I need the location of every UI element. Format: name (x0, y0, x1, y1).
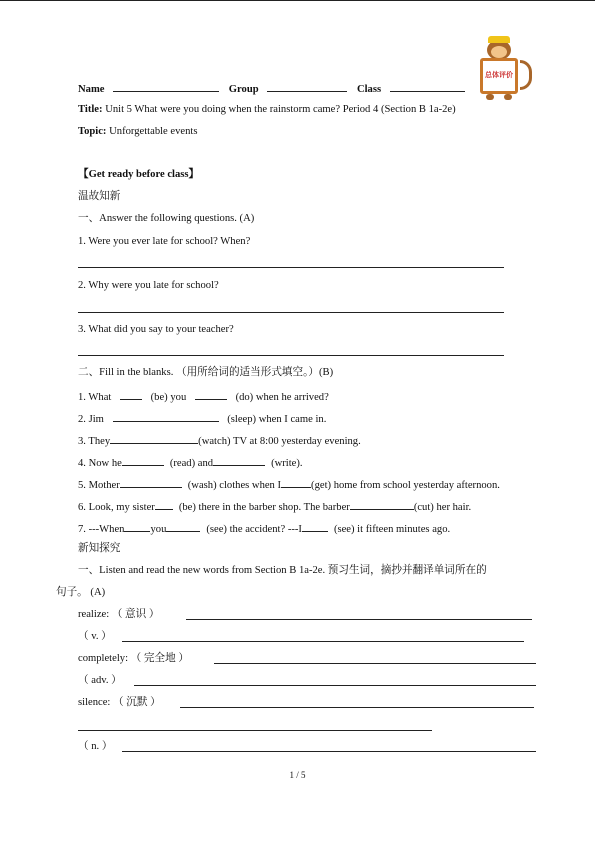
word-realize: realize: （ 意识 ） (78, 609, 160, 620)
fill-blank[interactable] (124, 521, 150, 532)
answer-line-2[interactable] (78, 312, 504, 313)
group-blank[interactable] (267, 81, 347, 92)
title-label: Title: (78, 104, 103, 115)
part2-heading: 二、Fill in the blanks. （用所给词的适当形式填空。）(B) (78, 367, 334, 378)
topic-label: Topic: (78, 126, 107, 137)
class-label: Class (356, 84, 382, 95)
fill-item-6 (78, 499, 471, 514)
foot-shape (486, 94, 494, 100)
fill-blank[interactable] (213, 455, 265, 466)
item-text: (be) you (150, 392, 187, 403)
question-1: 1. Were you ever late for school? When? (78, 236, 251, 247)
fill-item-1 (78, 389, 329, 404)
word-realize-pos: （ v. ） (78, 631, 112, 642)
new-heading: 新知探究 (78, 543, 121, 554)
class-blank[interactable] (390, 81, 465, 92)
fill-blank[interactable] (113, 411, 219, 422)
fill-item-5 (78, 477, 500, 492)
item-text: (write). (271, 458, 303, 469)
item-text: 5. Mother (78, 480, 120, 491)
item-text: (watch) TV at 8:00 yesterday evening. (198, 436, 361, 447)
fill-blank[interactable] (122, 455, 164, 466)
word-completely-pos: （ adv. ） (78, 675, 122, 686)
question-3: 3. What did you say to your teacher? (78, 324, 234, 335)
item-text: (wash) clothes when I (187, 480, 282, 491)
word-line[interactable] (134, 685, 536, 686)
word-line[interactable] (122, 751, 536, 752)
section-heading: 【Get ready before class】 (78, 169, 200, 180)
topic-line (78, 125, 197, 138)
item-text: (sleep) when I came in. (227, 414, 327, 425)
item-text: 6. Look, my sister (78, 502, 155, 513)
fill-blank[interactable] (166, 521, 200, 532)
word-line[interactable] (122, 641, 524, 642)
item-text: (see) it fifteen minutes ago. (333, 524, 451, 535)
item-text: (cut) her hair. (413, 502, 472, 513)
fill-item-7 (78, 521, 450, 536)
fill-item-3 (78, 433, 361, 448)
item-text: (be) there in the barber shop. The barber (178, 502, 350, 513)
word-silence: silence: （ 沉默 ） (78, 697, 161, 708)
fill-blank[interactable] (302, 521, 328, 532)
word-line[interactable] (180, 707, 534, 708)
item-text: 4. Now he (78, 458, 122, 469)
tail-shape (520, 60, 532, 90)
name-label: Name (78, 84, 105, 95)
title-line (78, 103, 456, 116)
new-instruction-1: 一、Listen and read the new words from Section B 1a-2e. 预习生词，摘抄并翻译单词所在的 (78, 565, 487, 576)
item-text: 3. They (78, 436, 111, 447)
word-line[interactable] (78, 730, 432, 731)
fill-blank[interactable] (120, 477, 182, 488)
fill-blank[interactable] (110, 433, 198, 444)
fill-item-2 (78, 411, 326, 426)
item-text: (read) and (169, 458, 214, 469)
fill-blank[interactable] (155, 499, 173, 510)
fill-blank[interactable] (195, 389, 227, 400)
answer-line-1[interactable] (78, 267, 504, 268)
part1-heading: 一、Answer the following questions. (A) (78, 213, 255, 224)
name-line (78, 81, 465, 96)
item-text: (see) the accident? ---I (206, 524, 302, 535)
review-heading: 温故知新 (78, 191, 121, 202)
item-text: 2. Jim (78, 414, 104, 425)
topic-text: Unforgettable events (109, 126, 198, 137)
new-instruction-2: 句子。 (A) (56, 587, 106, 598)
item-text: you (150, 524, 167, 535)
foot-shape (504, 94, 512, 100)
badge-text: 总体评价 (485, 71, 513, 79)
question-2: 2. Why were you late for school? (78, 280, 219, 291)
item-text: (get) home from school yesterday afternoon. (311, 480, 500, 491)
fill-blank[interactable] (350, 499, 414, 510)
item-text: (do) when he arrived? (235, 392, 329, 403)
title-text: Unit 5 What were you doing when the rainstorm came? Period 4 (Section B 1a-2e) (105, 104, 456, 115)
fill-blank[interactable] (281, 477, 311, 488)
fill-blank[interactable] (120, 389, 142, 400)
word-silence-pos: （ n. ） (78, 741, 113, 752)
monkey-badge-icon (474, 36, 538, 104)
word-line[interactable] (214, 663, 536, 664)
name-blank[interactable] (113, 81, 219, 92)
answer-line-3[interactable] (78, 355, 504, 356)
word-completely: completely: （ 完全地 ） (78, 653, 189, 664)
crown-icon (488, 36, 510, 43)
monkey-face-shape (491, 46, 507, 58)
item-text: 1. What (78, 392, 112, 403)
fill-item-4 (78, 455, 303, 470)
top-border (0, 0, 595, 1)
item-text: 7. ---When (78, 524, 125, 535)
evaluation-board (480, 58, 518, 94)
word-line[interactable] (186, 619, 532, 620)
page-number: 1 / 5 (289, 770, 306, 780)
group-label: Group (228, 84, 259, 95)
